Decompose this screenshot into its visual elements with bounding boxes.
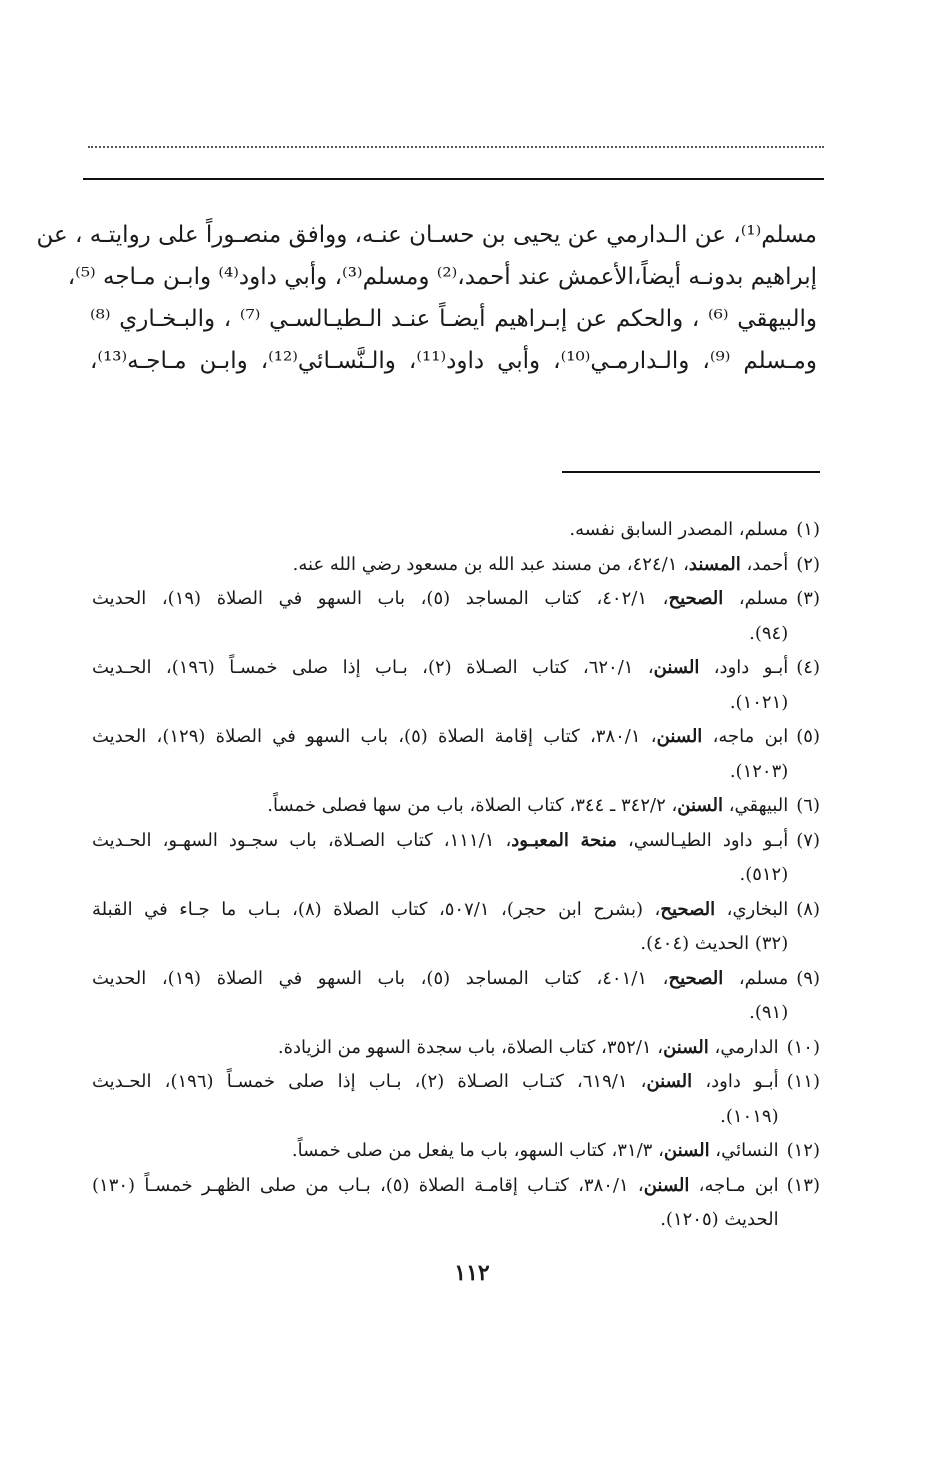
- footnote-item: [92, 824, 820, 893]
- footnote-text: [92, 1065, 779, 1134]
- footnote-line: (٩٤).: [749, 622, 789, 644]
- footnote-number: (١١): [786, 1071, 820, 1092]
- footnote-line: البخاري، الصحيح، (بشرح ابن حجر)، ٥٠٧/١، كتاب الصلاة (٨)، بـاب ما جـاء في القبلة: [92, 898, 789, 920]
- footnote-text: [92, 1169, 779, 1238]
- footnotes-list: [92, 513, 820, 1238]
- footnote-item: [92, 893, 820, 962]
- footnote-line: أحمد، المسند، ٤٢٤/١، من مسند عبد الله بن مسعود رضي الله عنه.: [292, 553, 789, 575]
- footnote-text: [92, 962, 788, 1031]
- footnote-line: الدارمي، السنن، ٣٥٢/١، كتاب الصلاة، باب سجدة السهو من الزيادة.: [277, 1036, 779, 1058]
- footnote-number: (١٣): [786, 1174, 820, 1196]
- footnote-line: (٥١٢).: [739, 864, 789, 885]
- header-solid-rule: [83, 178, 824, 180]
- footnote-item: [92, 1169, 820, 1238]
- footnote-line: النسائي، السنن، ٣١/٣، كتاب السهو، باب ما يفعل من صلى خمساً.: [291, 1140, 779, 1161]
- footnote-line: مسلم، الصحيح، ٤٠٢/١، كتاب المساجد (٥)، باب السهو في الصلاة (١٩)، الحديث: [92, 588, 789, 609]
- footnote-line: أبـو داود، السنن، ٦٢٠/١، كتاب الصـلاة (٢)، بـاب إذا صلى خمسـاً (١٩٦)، الحـديث: [92, 657, 789, 678]
- footnote-number: (١): [796, 519, 820, 540]
- footnote-item: [92, 1134, 820, 1169]
- footnote-item: [92, 962, 820, 1031]
- footnote-text: [92, 651, 788, 720]
- footnote-item: [92, 1065, 820, 1134]
- footnote-item: [92, 789, 820, 824]
- footnote-item: [92, 582, 820, 651]
- page-number: ١١٢: [454, 1260, 490, 1286]
- footnote-text: [92, 582, 788, 651]
- footnote-number: (٧): [796, 829, 820, 851]
- footnote-number: (١٠): [786, 1036, 820, 1058]
- footnote-separator: [562, 471, 820, 473]
- footnote-line: (١٠٢١).: [729, 691, 789, 713]
- footnote-item: [92, 651, 820, 720]
- footnote-item: [92, 1031, 820, 1066]
- footnote-line: ابن ماجه، السنن، ٣٨٠/١، كتاب إقامة الصلاة (٥)، باب السهو في الصلاة (١٢٩)، الحديث: [92, 726, 789, 747]
- main-line-4: ومـسلم ⁽⁹⁾، والـدارمـي⁽¹⁰⁾، وأبي داود⁽¹¹⁾، والـنَّسـائي⁽¹²⁾، وابـن مـاجـه⁽¹³⁾،: [90, 348, 817, 374]
- footnote-text: [92, 720, 788, 789]
- footnote-text: [92, 513, 788, 548]
- footnote-line: البيهقي، السنن، ٣٤٢/٢ ـ ٣٤٤، كتاب الصلاة، باب من سها فصلى خمساً.: [267, 795, 789, 816]
- footnote-number: (٨): [796, 898, 820, 920]
- footnote-number: (٣): [796, 588, 820, 609]
- main-paragraph: [36, 214, 817, 382]
- footnote-text: [92, 789, 788, 824]
- footnote-item: [92, 513, 820, 548]
- footnote-text: [92, 893, 788, 962]
- main-line-2: إبراهيم بدونـه أيضاً،الأعمش عند أحمد،⁽²⁾ ومسلم⁽³⁾، وأبي داود⁽⁴⁾ وابـن مـاجه ⁽⁵⁾،: [67, 264, 817, 290]
- footnote-line: (٩١).: [749, 1002, 789, 1023]
- footnote-number: (٥): [796, 726, 820, 747]
- footnote-line: أبـو داود، السنن، ٦١٩/١، كتـاب الصـلاة (٢)، بـاب إذا صلى خمسـاً (١٩٦)، الحـديث: [92, 1071, 779, 1092]
- footnote-item: [92, 548, 820, 583]
- footnote-line: ابن مـاجه، السنن، ٣٨٠/١، كتـاب إقامـة الصلاة (٥)، بـاب من صلى الظهـر خمسـاً (١٣٠): [92, 1174, 779, 1196]
- footnote-text: [92, 1031, 779, 1066]
- footnote-number: (٩): [796, 967, 820, 989]
- footnote-number: (٦): [796, 795, 820, 816]
- footnote-number: (٢): [796, 553, 820, 575]
- footnote-line: مسلم، الصحيح، ٤٠١/١، كتاب المساجد (٥)، باب السهو في الصلاة (١٩)، الحديث: [92, 967, 789, 989]
- footnote-text: [92, 548, 788, 583]
- footnote-number: (٤): [796, 657, 820, 678]
- footnote-text: [92, 824, 788, 893]
- header-dotted-rule: [88, 146, 824, 148]
- footnote-item: [92, 720, 820, 789]
- footnote-number: (١٢): [786, 1140, 820, 1161]
- footnote-text: [92, 1134, 779, 1169]
- footnote-line: (٣٢) الحديث (٤٠٤).: [640, 933, 789, 954]
- footnote-line: (١٠١٩).: [720, 1105, 779, 1127]
- footnote-line: الحديث (١٢٠٥).: [660, 1209, 779, 1230]
- main-line-1: مسلم⁽¹⁾، عن الـدارمي عن يحيى بن حسـان عنـه، ووافق منصـوراً على روايتـه ، عن: [36, 222, 817, 248]
- main-line-3: والبيهقي ⁽⁶⁾ ، والحكم عن إبـراهيم أيضـاً عنـد الـطيـالسـي ⁽⁷⁾ ، والبـخـاري ⁽⁸⁾: [90, 306, 817, 332]
- footnote-line: (١٢٠٣).: [729, 760, 789, 782]
- footnote-line: أبـو داود الطيـالسي، منحة المعبـود، ١١١/١، كتاب الصـلاة، باب سجـود السهـو، الحـديث: [92, 829, 789, 851]
- footnote-line: مسلم، المصدر السابق نفسه.: [569, 519, 789, 540]
